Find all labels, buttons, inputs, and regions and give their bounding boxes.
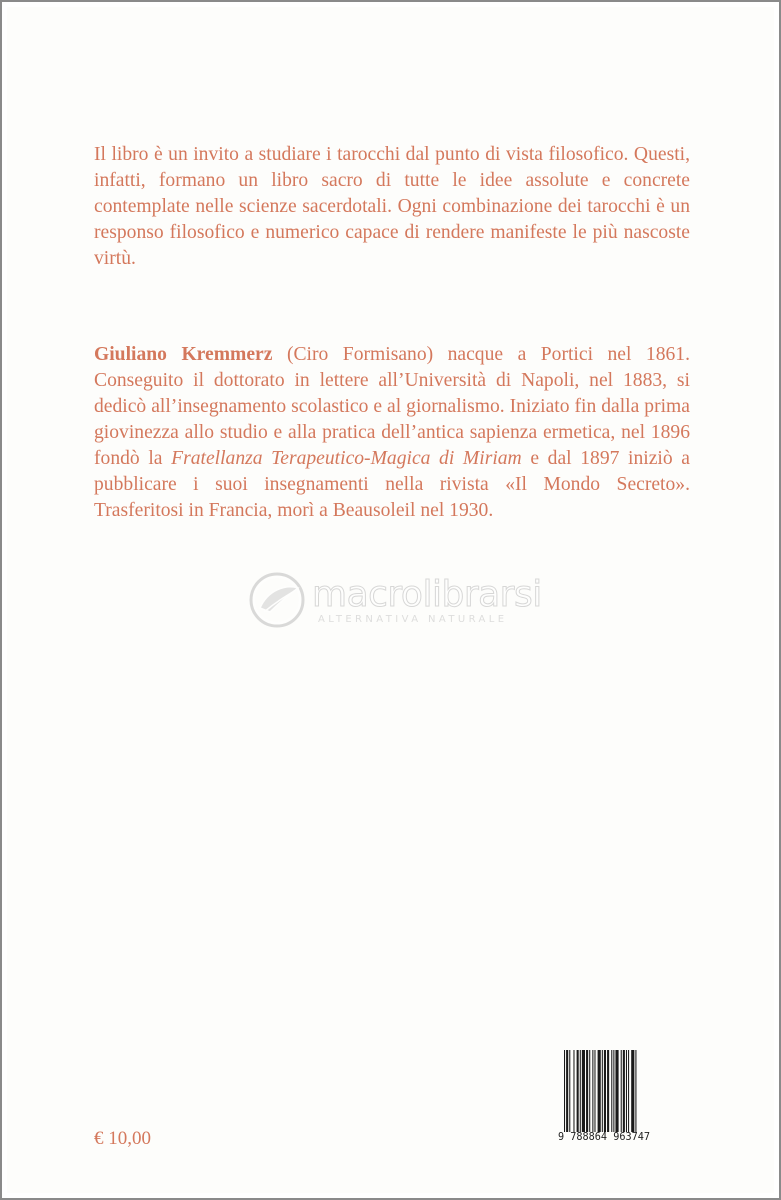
barcode-bar xyxy=(598,1050,601,1132)
barcode-bar xyxy=(569,1050,570,1132)
barcode-bar xyxy=(577,1050,579,1132)
barcode-bar xyxy=(580,1050,581,1132)
barcode-bar xyxy=(604,1050,606,1132)
leaf-logo-icon xyxy=(246,572,308,628)
barcode-bar xyxy=(623,1050,625,1132)
macrolibrarsi-watermark xyxy=(246,572,546,628)
isbn-barcode xyxy=(558,1050,674,1148)
price: € 10,00 xyxy=(94,1128,151,1149)
barcode-digits: 9 788864 963747 xyxy=(558,1132,674,1143)
barcode-bar xyxy=(564,1050,565,1132)
book-blurb: Il libro è un invito a studiare i tarocchi dal punto di vista filosofico. Questi, infatti, formano un libro sacro di tutte le idee assolute e concrete contemplate nelle scienze sacerdotali. Ogni combinazione dei tarocchi è un responso filosofico e numerico capace di rendere manifeste le più nascoste virtù. xyxy=(94,144,690,269)
barcode-bar xyxy=(615,1050,618,1132)
barcode-bar xyxy=(631,1050,634,1132)
author-biography xyxy=(94,342,690,524)
barcode-bar xyxy=(566,1050,568,1132)
barcode-bar xyxy=(613,1050,614,1132)
barcode-bar xyxy=(592,1050,593,1132)
barcode-bar xyxy=(589,1050,590,1132)
barcode-bar xyxy=(621,1050,622,1132)
barcode-bars xyxy=(558,1050,674,1134)
author-name: Giuliano Kremmerz xyxy=(94,344,273,365)
bio-text-part-1: (Ciro Formisano) nacque a Portici nel 1861. Conseguito il dottorato in lettere all’Università di Napoli, nel 1883, si dedicò all’insegnamento scolastico e al giornalismo. Iniziato fin dalla prima giovinezza allo studio e alla pratica dell’antica sapienza ermetica, nel 1896 fondò la xyxy=(94,344,690,469)
barcode-bar xyxy=(594,1050,595,1132)
bio-text-part-2: e dal 1897 iniziò a pubblicare i suoi insegnamenti nella rivista «Il Mondo Secreto». Trasferitosi in Francia, morì a Beausoleil nel 1930. xyxy=(94,448,690,521)
bio-italic-title: Fratellanza Terapeutico-Magica di Miriam xyxy=(171,448,522,469)
barcode-bar xyxy=(602,1050,603,1132)
barcode-bar xyxy=(607,1050,609,1132)
barcode-bar xyxy=(611,1050,612,1132)
watermark-tagline: ALTERNATIVA NATURALE xyxy=(318,614,508,625)
watermark-name: macrolibrarsi xyxy=(312,574,542,615)
barcode-bar xyxy=(582,1050,585,1132)
barcode-bar xyxy=(586,1050,588,1132)
barcode-bar xyxy=(635,1050,636,1132)
barcode-bar xyxy=(573,1050,574,1132)
barcode-bar xyxy=(628,1050,629,1132)
barcode-bar xyxy=(626,1050,627,1132)
